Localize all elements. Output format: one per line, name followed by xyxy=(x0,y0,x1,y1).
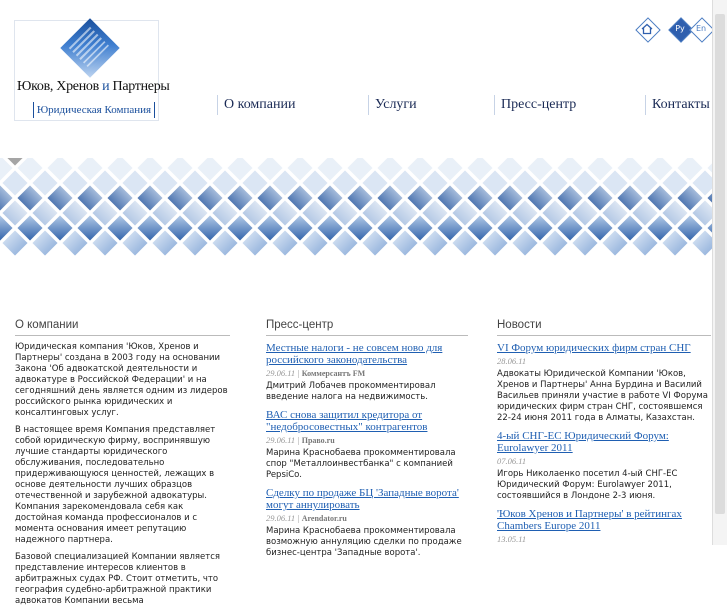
about-paragraph: Юридическая компания 'Юков, Хренов и Партнеры' создана в 2003 году на основании Закона 'Об адвокатской деятельности и адвокатуре в Российской Федерации' и на сегодняшний день является одним из лидеров российского рынка юридических и консалтинговых услуг. xyxy=(15,342,228,418)
press-item xyxy=(266,487,468,559)
press-heading: Пресс-центр xyxy=(266,318,468,336)
about-heading: О компании xyxy=(15,318,230,336)
press-section xyxy=(266,318,468,559)
nav-item-press[interactable]: Пресс-центр xyxy=(494,95,576,115)
nav-item-services[interactable]: Услуги xyxy=(368,95,417,115)
news-item-link[interactable]: 'Юков Хренов и Партнеры' в рейтингах Chambers Europe 2011 xyxy=(497,508,682,532)
news-item xyxy=(497,508,711,544)
banner-mosaic xyxy=(0,158,727,280)
news-item xyxy=(497,430,711,502)
news-section xyxy=(497,318,711,544)
about-paragraph: В настоящее время Компания представляет собой юридическую фирму, воспринявшую лучшие стандарты юридического обслуживания, последовательно придерживающуюся ценностей, лежащих в основе деятельности лучших образцов отечественной и зарубежной адвокатуры. Компания зарекомендовала себя как достойная команда профессионалов и с момента основания имеет репутацию надежного партнера. xyxy=(15,425,216,545)
news-item-text: Игорь Николаенко посетил 4-ый СНГ-ЕС Юридический Форум: Eurolawyer 2011, состоявшийся в Лондоне 2-3 июня. xyxy=(497,469,678,501)
news-item-link[interactable]: VI Форум юридических фирм стран СНГ xyxy=(497,342,691,354)
news-item-date: 07.06.11 xyxy=(497,456,527,466)
lang-ru-button[interactable]: Ру xyxy=(669,18,691,40)
press-item-link[interactable]: ВАС снова защитил кредитора от "недобросовестных" контрагентов xyxy=(266,409,428,433)
press-item-meta: 29.06.11 | Право.ru xyxy=(266,435,335,445)
scrollbar-thumb[interactable] xyxy=(715,14,725,514)
logo-mark-icon xyxy=(60,18,119,77)
banner-image xyxy=(0,158,727,280)
news-item-text: Адвокаты Юридической Компании 'Юков, Хренов и Партнеры' Анна Бурдина и Василий Васильев приняли участие в работе VI Форума юридических фирм стран СНГ, состоявшемся 22-24 июня 2011 года в Алматы, Казахстан. xyxy=(497,369,708,423)
nav-item-about[interactable]: О компании xyxy=(217,95,295,115)
press-item-text: Дмитрий Лобачев прокомментировал введение налога на недвижимость. xyxy=(266,381,436,402)
news-item xyxy=(497,342,711,424)
press-item-meta: 29.06.11 | Коммерсантъ FM xyxy=(266,368,366,378)
news-item-date: 13.05.11 xyxy=(497,534,527,544)
news-item-date: 28.06.11 xyxy=(497,356,527,366)
scrollbar[interactable] xyxy=(712,0,727,545)
press-item xyxy=(266,409,468,481)
nav-item-contacts[interactable]: Контакты xyxy=(645,95,710,115)
news-heading: Новости xyxy=(497,318,711,336)
press-item-text: Марина Краснобаева прокомментировала возможную аннуляцию сделки по продаже бизнес-центра 'Западные ворота'. xyxy=(266,526,462,558)
home-icon xyxy=(641,23,653,35)
about-paragraph: Базовой специализацией Компании является представление интересов клиентов в арбитражных судах РФ. Стоит отметить, что география судебно-арбитражной практики адвокатов Компании весьма xyxy=(15,552,220,606)
press-item-meta: 29.06.11 | Arendator.ru xyxy=(266,513,347,523)
press-item-text: Марина Краснобаева прокомментировала спор "Металлоинвестбанка" с компанией PepsiCo. xyxy=(266,448,456,480)
news-item-link[interactable]: 4-ый СНГ-ЕС Юридический Форум: Eurolawyer 2011 xyxy=(497,430,669,454)
press-item xyxy=(266,342,468,403)
about-section xyxy=(15,318,230,607)
press-item-link[interactable]: Сделку по продаже БЦ 'Западные ворота' могут аннулировать xyxy=(266,487,459,511)
logo-name: Юков, Хренов и Партнеры xyxy=(17,79,170,94)
logo-subtitle-frame xyxy=(33,102,155,118)
logo[interactable] xyxy=(14,20,170,121)
press-item-link[interactable]: Местные налоги - не совсем ново для российского законодательства xyxy=(266,342,443,366)
home-button[interactable] xyxy=(636,18,658,40)
logo-subtitle: Юридическая Компания xyxy=(36,104,152,116)
lang-en-button[interactable]: En xyxy=(690,18,712,40)
